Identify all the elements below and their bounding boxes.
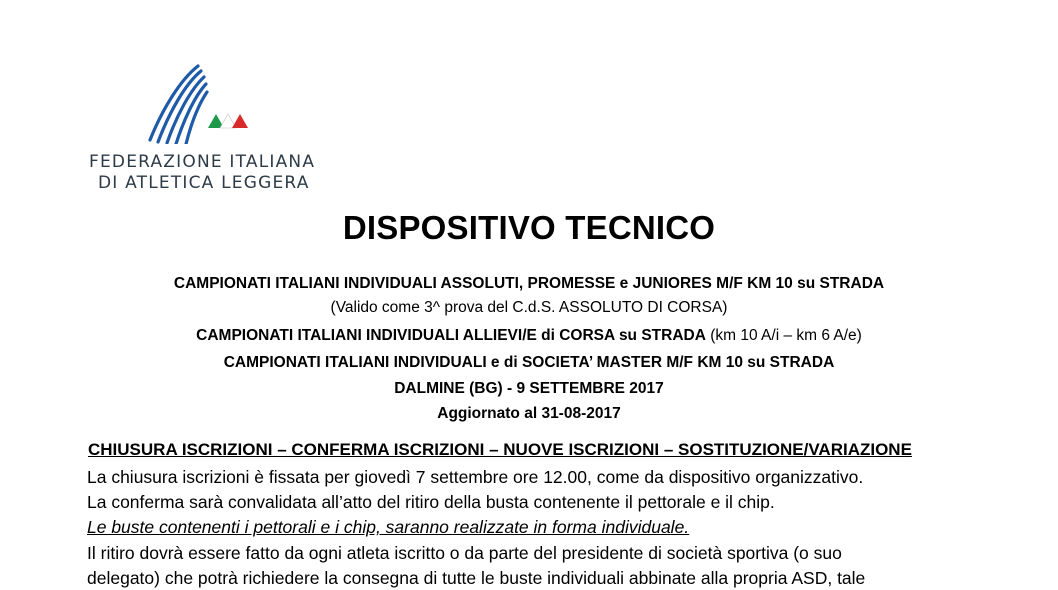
subtitle-championship-youth bbox=[0, 324, 1058, 348]
subtitle-championship-master: CAMPIONATI ITALIANI INDIVIDUALI e di SOCIETA’ MASTER M/F KM 10 su STRADA bbox=[223, 354, 835, 371]
subtitle-championship-absolute: CAMPIONATI ITALIANI INDIVIDUALI ASSOLUTI, PROMESSE e JUNIORES M/F KM 10 su STRADA bbox=[173, 275, 885, 292]
document-title: DISPOSITIVO TECNICO bbox=[342, 209, 716, 246]
org-name-line2: DI ATLETICA LEGGERA bbox=[98, 173, 310, 193]
section-heading: CHIUSURA ISCRIZIONI – CONFERMA ISCRIZIONI – NUOVE ISCRIZIONI – SOSTITUZIONE/VARIAZIONE bbox=[88, 440, 912, 459]
subtitle-youth-bold: CAMPIONATI ITALIANI INDIVIDUALI ALLIEVI/E di CORSA su STRADA bbox=[196, 327, 706, 344]
paragraph-pickup: Il ritiro dovrà essere fatto da ogni atleta iscritto o da parte del presidente di società sportiva (o suo bbox=[87, 543, 842, 563]
subtitle-updated-date: Aggiornato al 31-08-2017 bbox=[437, 405, 621, 422]
paragraph-closing-date: La chiusura iscrizioni è fissata per giovedì 7 settembre ore 12.00, come da dispositivo organizzativo. bbox=[87, 467, 864, 487]
subtitle-validity-note: (Valido come 3^ prova del C.d.S. ASSOLUTO DI CORSA) bbox=[330, 299, 728, 316]
paragraph-envelopes-note: Le buste contenenti i pettorali e i chip, saranno realizzate in forma individuale. bbox=[87, 517, 690, 537]
fidal-logo-icon bbox=[140, 62, 255, 144]
org-name-line1: FEDERAZIONE ITALIANA bbox=[89, 152, 316, 172]
paragraph-confirmation: La conferma sarà convalidata all’atto del ritiro della busta contenente il pettorale e il chip. bbox=[87, 492, 775, 512]
organization-name bbox=[89, 152, 315, 194]
subtitle-location-date: DALMINE (BG) - 9 SETTEMBRE 2017 bbox=[394, 380, 664, 397]
paragraph-pickup-cont: delegato) che potrà richiedere la consegna di tutte le buste individuali abbinate alla propria ASD, tale bbox=[87, 568, 866, 588]
subtitle-youth-distances: (km 10 A/i – km 6 A/e) bbox=[705, 327, 862, 344]
